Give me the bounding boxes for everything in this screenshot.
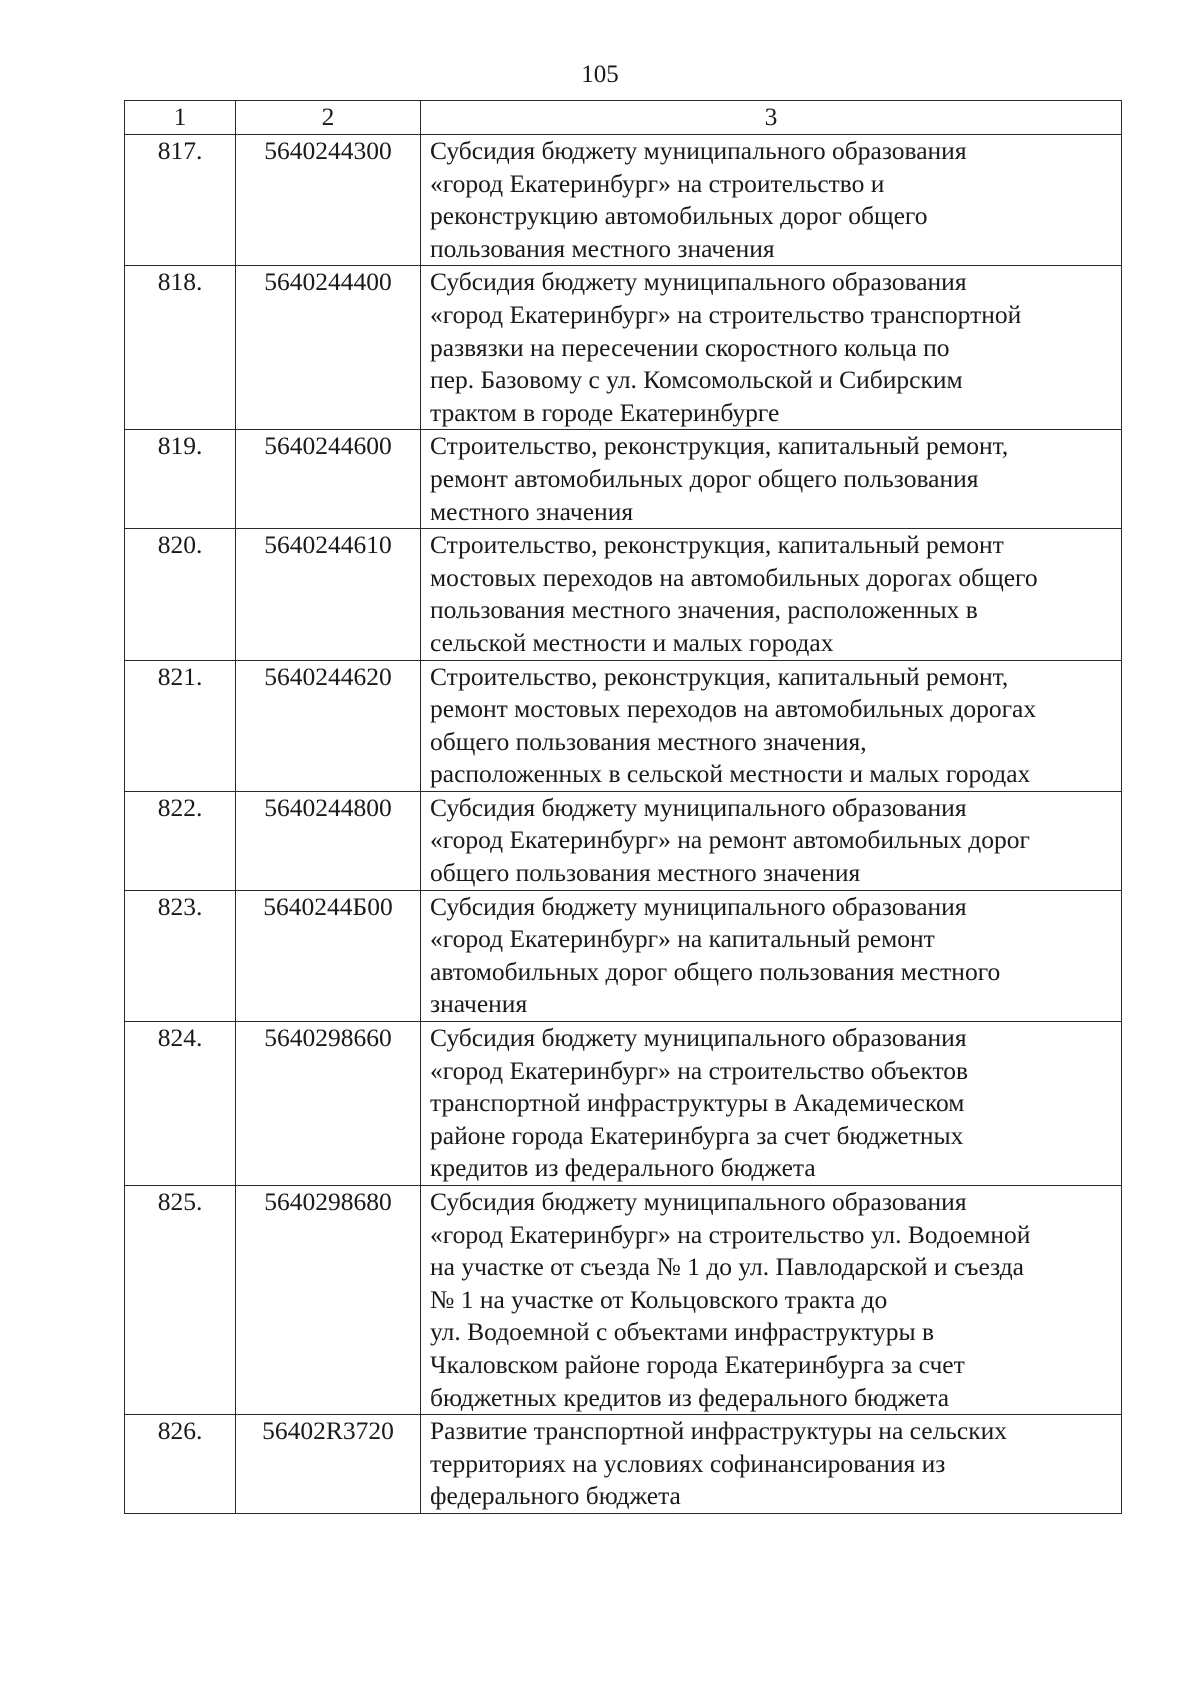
description-line: автомобильных дорог общего пользования местного bbox=[430, 956, 1001, 986]
column-header-number: 1 bbox=[125, 101, 236, 135]
table-row bbox=[125, 1415, 1122, 1514]
description-line: Субсидия бюджету муниципального образования bbox=[430, 1187, 967, 1216]
description-line: Чкаловском районе города Екатеринбурга за счет bbox=[430, 1349, 965, 1379]
table-row bbox=[125, 890, 1122, 1021]
budget-code-cell: 5640244400 bbox=[236, 266, 421, 430]
description-line: ул. Водоемной с объектами инфраструктуры в bbox=[430, 1317, 935, 1347]
table-header-row bbox=[125, 101, 1122, 135]
table-row bbox=[125, 791, 1122, 890]
description-line: «город Екатеринбург» на капитальный ремонт bbox=[430, 924, 935, 954]
row-number-cell: 821. bbox=[125, 660, 236, 791]
description-line: ремонт мостовых переходов на автомобильных дорогах bbox=[430, 694, 1037, 724]
row-number-cell: 817. bbox=[125, 135, 236, 266]
description-line: Субсидия бюджету муниципального образования bbox=[430, 891, 967, 921]
description-cell bbox=[421, 266, 1122, 430]
description-line: пер. Базовому с ул. Комсомольской и Сибирским bbox=[430, 365, 963, 395]
budget-classification-table bbox=[124, 100, 1122, 1514]
description-line: кредитов из федерального бюджета bbox=[430, 1153, 816, 1183]
row-number-cell: 822. bbox=[125, 791, 236, 890]
description-line: реконструкцию автомобильных дорог общего bbox=[430, 201, 928, 231]
row-number-cell: 824. bbox=[125, 1022, 236, 1186]
description-line: Субсидия бюджету муниципального образования bbox=[430, 792, 967, 822]
description-cell bbox=[421, 660, 1122, 791]
row-number-cell: 820. bbox=[125, 529, 236, 660]
description-line: Развитие транспортной инфраструктуры на сельских bbox=[430, 1416, 1008, 1446]
row-number-cell: 823. bbox=[125, 890, 236, 1021]
description-cell bbox=[421, 791, 1122, 890]
description-cell bbox=[421, 430, 1122, 529]
description-cell bbox=[421, 1022, 1122, 1186]
page-number: 105 bbox=[581, 61, 619, 88]
description-line: Субсидия бюджету муниципального образования bbox=[430, 267, 967, 297]
description-line: № 1 на участке от Кольцовского тракта до bbox=[430, 1284, 888, 1314]
description-line: Строительство, реконструкция, капитальный ремонт, bbox=[430, 431, 1009, 461]
description-line: сельской местности и малых городах bbox=[430, 627, 834, 657]
description-line: Строительство, реконструкция, капитальный ремонт bbox=[430, 530, 1004, 560]
description-line: мостовых переходов на автомобильных дорогах общего bbox=[430, 562, 1038, 592]
budget-code-cell: 56402R3720 bbox=[236, 1415, 421, 1514]
description-line: общего пользования местного значения, bbox=[430, 726, 867, 756]
row-number-cell: 826. bbox=[125, 1415, 236, 1514]
description-line: развязки на пересечении скоростного кольца по bbox=[430, 332, 950, 362]
description-line: значения bbox=[430, 989, 528, 1019]
column-header-description: 3 bbox=[421, 101, 1122, 135]
description-cell bbox=[421, 529, 1122, 660]
description-cell bbox=[421, 1186, 1122, 1415]
row-number-cell: 819. bbox=[125, 430, 236, 529]
description-line: на участке от съезда № 1 до ул. Павлодарской и съезда bbox=[430, 1252, 1024, 1282]
description-line: Строительство, реконструкция, капитальный ремонт, bbox=[430, 661, 1009, 691]
description-line: Субсидия бюджету муниципального образования bbox=[430, 136, 967, 165]
description-line: «город Екатеринбург» на ремонт автомобильных дорог bbox=[430, 825, 1030, 855]
budget-code-cell: 5640298680 bbox=[236, 1186, 421, 1415]
budget-code-cell: 5640298660 bbox=[236, 1022, 421, 1186]
table-row bbox=[125, 266, 1122, 430]
table-row bbox=[125, 1186, 1122, 1415]
description-line: расположенных в сельской местности и малых городах bbox=[430, 759, 1031, 789]
description-line: «город Екатеринбург» на строительство и bbox=[430, 168, 885, 198]
table-row bbox=[125, 1022, 1122, 1186]
table-row bbox=[125, 660, 1122, 791]
description-line: ремонт автомобильных дорог общего пользования bbox=[430, 463, 979, 493]
description-line: общего пользования местного значения bbox=[430, 858, 861, 888]
description-line: местного значения bbox=[430, 496, 634, 526]
description-cell bbox=[421, 135, 1122, 266]
description-cell bbox=[421, 1415, 1122, 1514]
description-line: Субсидия бюджету муниципального образования bbox=[430, 1023, 967, 1053]
budget-code-cell: 5640244610 bbox=[236, 529, 421, 660]
table-row bbox=[125, 135, 1122, 266]
description-line: «город Екатеринбург» на строительство ул. Водоемной bbox=[430, 1219, 1031, 1249]
budget-code-cell: 5640244800 bbox=[236, 791, 421, 890]
table-row bbox=[125, 430, 1122, 529]
description-line: районе города Екатеринбурга за счет бюджетных bbox=[430, 1120, 964, 1150]
description-cell bbox=[421, 890, 1122, 1021]
description-line: территориях на условиях софинансирования из bbox=[430, 1448, 946, 1478]
budget-code-cell: 5640244600 bbox=[236, 430, 421, 529]
column-header-code: 2 bbox=[236, 101, 421, 135]
description-line: бюджетных кредитов из федерального бюджета bbox=[430, 1382, 950, 1412]
description-line: «город Екатеринбург» на строительство объектов bbox=[430, 1055, 969, 1085]
description-line: «город Екатеринбург» на строительство транспортной bbox=[430, 299, 1022, 329]
table-body bbox=[125, 135, 1122, 1514]
description-line: пользования местного значения bbox=[430, 233, 775, 263]
budget-code-cell: 5640244Б00 bbox=[236, 890, 421, 1021]
description-line: федерального бюджета bbox=[430, 1481, 681, 1511]
budget-code-cell: 5640244620 bbox=[236, 660, 421, 791]
row-number-cell: 818. bbox=[125, 266, 236, 430]
description-line: трактом в городе Екатеринбурге bbox=[430, 397, 780, 427]
table-row bbox=[125, 529, 1122, 660]
row-number-cell: 825. bbox=[125, 1186, 236, 1415]
description-line: транспортной инфраструктуры в Академическом bbox=[430, 1088, 965, 1118]
budget-code-cell: 5640244300 bbox=[236, 135, 421, 266]
description-line: пользования местного значения, расположенных в bbox=[430, 595, 978, 625]
